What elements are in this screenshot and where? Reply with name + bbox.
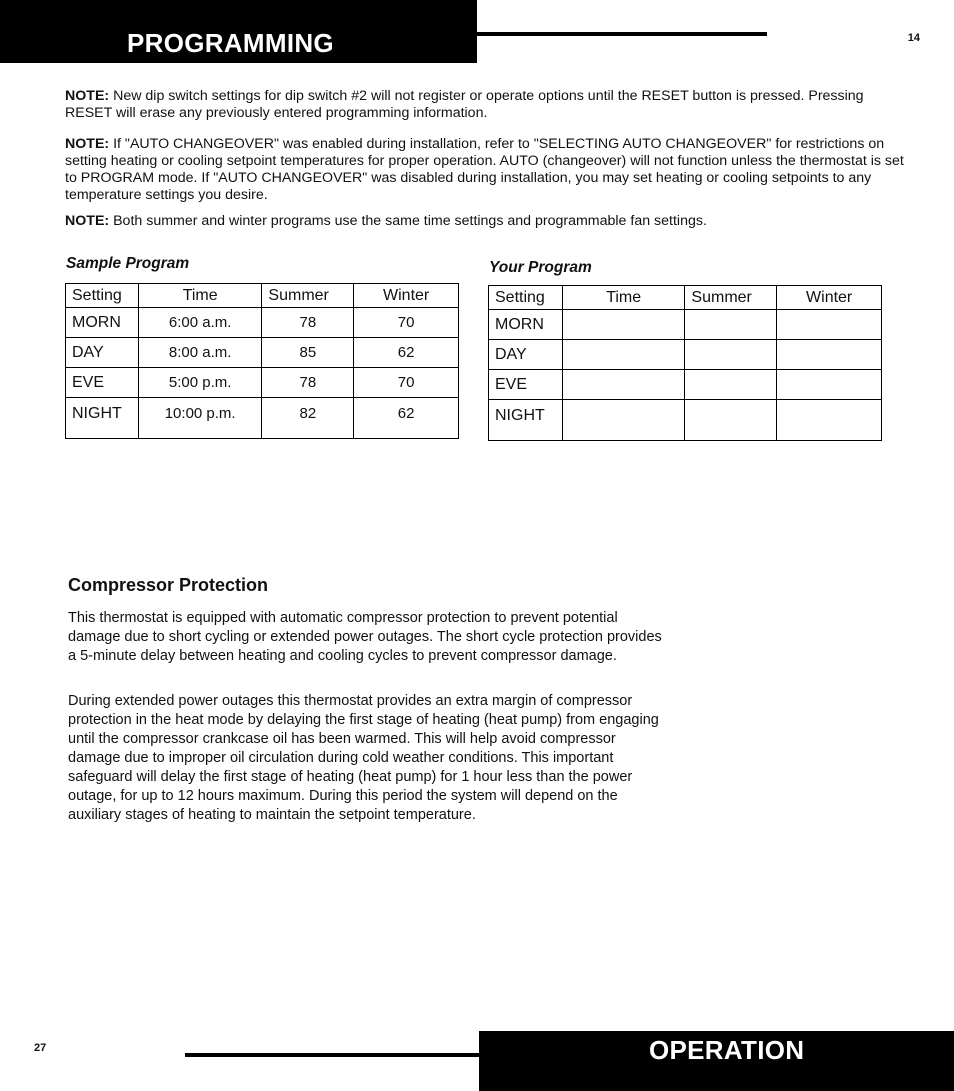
note-label: NOTE:: [65, 136, 110, 152]
col-header-time: Time: [138, 284, 262, 308]
note-dip-switch: [65, 88, 905, 122]
cell-setting: DAY: [489, 340, 563, 370]
cell-time: 6:00 a.m.: [138, 308, 262, 338]
page-number-bottom: 27: [34, 1042, 47, 1054]
table-row: [489, 340, 882, 370]
table-row: [489, 400, 882, 441]
note-text: New dip switch settings for dip switch #2 will not register or operate options until the RESET button is pressed. Pressing RESET will erase any previously entered programming information.: [65, 88, 864, 121]
cell-summer: 78: [262, 308, 354, 338]
cell-summer-blank[interactable]: [685, 370, 777, 400]
note-text: If "AUTO CHANGEOVER" was enabled during installation, refer to "SELECTING AUTO CHANGEOVER" for restrictions on setting heating or cooling setpoint temperatures for proper operation. AUTO (changeover) will not function unless the thermostat is set to PROGRAM mode. If "AUTO CHANGEOVER" was disabled during installation, you may set heating or cooling setpoints to any temperature settings you desire.: [65, 136, 904, 203]
footer-rule: [185, 1053, 479, 1057]
your-program-table: [488, 285, 882, 441]
table-row: [66, 338, 459, 368]
cell-time: 10:00 p.m.: [138, 398, 262, 439]
col-header-winter: Winter: [777, 286, 882, 310]
table-row: [66, 398, 459, 439]
note-text: Both summer and winter programs use the same time settings and programmable fan settings.: [113, 213, 707, 229]
cell-setting: NIGHT: [66, 398, 139, 439]
table-header-row: [66, 284, 459, 308]
cell-setting: MORN: [66, 308, 139, 338]
col-header-time: Time: [562, 286, 685, 310]
cell-setting: EVE: [489, 370, 563, 400]
compressor-section-title: Compressor Protection: [68, 575, 269, 595]
cell-winter-blank[interactable]: [777, 310, 882, 340]
cell-winter: 62: [354, 398, 459, 439]
note-auto-changeover: [65, 136, 905, 204]
table-row: [66, 308, 459, 338]
cell-setting: DAY: [66, 338, 139, 368]
cell-winter-blank[interactable]: [777, 400, 882, 441]
cell-winter: 70: [354, 368, 459, 398]
col-header-setting: Setting: [489, 286, 563, 310]
table-header-row: [489, 286, 882, 310]
page-number-top: 14: [907, 32, 920, 44]
cell-summer: 85: [262, 338, 354, 368]
cell-time-blank[interactable]: [562, 340, 685, 370]
cell-time-blank[interactable]: [562, 400, 685, 441]
table-row: [489, 310, 882, 340]
cell-summer: 82: [262, 398, 354, 439]
section-footer-title: OPERATION: [649, 1035, 805, 1065]
note-label: NOTE:: [65, 88, 110, 104]
cell-winter-blank[interactable]: [777, 340, 882, 370]
cell-setting: NIGHT: [489, 400, 563, 441]
cell-winter-blank[interactable]: [777, 370, 882, 400]
col-header-setting: Setting: [66, 284, 139, 308]
note-shared-settings: [65, 213, 905, 230]
cell-time-blank[interactable]: [562, 370, 685, 400]
cell-summer-blank[interactable]: [685, 340, 777, 370]
cell-setting: MORN: [489, 310, 563, 340]
cell-winter: 62: [354, 338, 459, 368]
cell-time: 5:00 p.m.: [138, 368, 262, 398]
table-row: [489, 370, 882, 400]
section-header-title: PROGRAMMING: [127, 28, 334, 58]
sample-program-table: [65, 283, 459, 439]
cell-setting: EVE: [66, 368, 139, 398]
cell-summer-blank[interactable]: [685, 400, 777, 441]
sample-program-title: Sample Program: [66, 255, 190, 272]
table-row: [66, 368, 459, 398]
col-header-summer: Summer: [262, 284, 354, 308]
col-header-winter: Winter: [354, 284, 459, 308]
cell-summer: 78: [262, 368, 354, 398]
cell-time: 8:00 a.m.: [138, 338, 262, 368]
col-header-summer: Summer: [685, 286, 777, 310]
header-rule: [477, 32, 767, 36]
compressor-paragraph-2: During extended power outages this thermostat provides an extra margin of compressor protection in the heat mode by delaying the first stage of heating (heat pump) from engaging until the compressor crankcase oil has been warmed. This will help avoid compressor damage due to improper oil circulation during cold weather conditions. This important safeguard will delay the first stage of heating (heat pump) for 1 hour less than the power outage, for up to 12 hours maximum. During this period the system will depend on the auxiliary stages of heating to maintain the setpoint temperature.: [68, 693, 659, 823]
cell-time-blank[interactable]: [562, 310, 685, 340]
note-label: NOTE:: [65, 213, 110, 229]
compressor-paragraph-1: This thermostat is equipped with automatic compressor protection to prevent potential damage due to short cycling or extended power outages. The short cycle protection provides a 5-minute delay between heating and cooling cycles to prevent compressor damage.: [68, 610, 662, 664]
your-program-title: Your Program: [489, 259, 592, 276]
cell-winter: 70: [354, 308, 459, 338]
cell-summer-blank[interactable]: [685, 310, 777, 340]
